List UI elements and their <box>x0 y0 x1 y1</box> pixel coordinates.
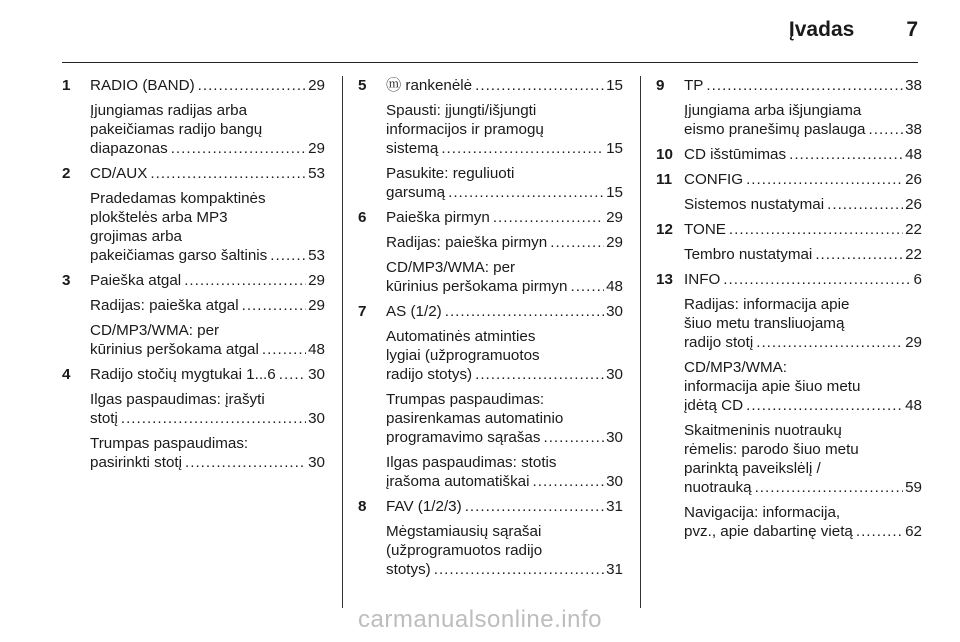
entry-text: pasirinkti stotį <box>90 454 183 471</box>
entry-page-ref: 29 <box>308 272 325 289</box>
entry-line <box>90 164 325 183</box>
entry-page-ref: 59 <box>905 479 922 496</box>
entry-line <box>684 195 922 214</box>
dot-leader <box>184 271 306 290</box>
entry-page-ref: 29 <box>308 77 325 94</box>
dot-leader <box>756 333 903 352</box>
dot-leader <box>185 453 306 472</box>
entry-description <box>90 189 325 265</box>
entry-page-ref: 30 <box>606 429 623 446</box>
entry-text: kūrinius peršokama pirmyn <box>386 278 568 295</box>
entry-page-ref: 48 <box>606 278 623 295</box>
header-rule <box>62 62 918 63</box>
entry-number: 1 <box>62 77 71 94</box>
entry-text: FAV (1/2/3) <box>386 498 462 515</box>
entry-text-line: plokštelės arba MP3 <box>90 209 228 226</box>
entry-page-ref: 62 <box>905 523 922 540</box>
entry-line <box>684 396 922 415</box>
entry-line <box>386 139 623 158</box>
entry-page-ref: 30 <box>308 454 325 471</box>
entry-line <box>684 120 922 139</box>
entry-text: radijo stotys) <box>386 366 473 383</box>
entry-number: 8 <box>358 498 367 515</box>
entry-page-ref: 29 <box>308 140 325 157</box>
entry-page-ref: 30 <box>606 473 623 490</box>
entry-line <box>90 409 325 428</box>
entry-page-ref: 29 <box>905 334 922 351</box>
entry-text: TONE <box>684 221 726 238</box>
dot-leader <box>723 270 911 289</box>
entry-line <box>684 220 922 239</box>
entry-text-line: Įjungiama arba išjungiama <box>684 102 862 119</box>
entry-line <box>386 302 623 321</box>
toc-entry <box>62 365 325 472</box>
entry-number: 2 <box>62 165 71 182</box>
entry-text-line: Trumpas paspaudimas: <box>90 435 249 452</box>
page-title: Įvadas <box>788 18 855 41</box>
entry-text: kūrinius peršokama atgal <box>90 341 259 358</box>
dot-leader <box>543 428 604 447</box>
entry-text-line: Įjungiamas radijas arba <box>90 102 248 119</box>
entry-description <box>90 434 325 472</box>
column-1 <box>62 76 325 478</box>
dot-leader <box>242 296 307 315</box>
toc-entry <box>656 170 922 214</box>
entry-page-ref: 22 <box>905 221 922 238</box>
entry-line <box>684 170 922 189</box>
entry-text: įrašoma automatiškai <box>386 473 530 490</box>
entry-description <box>684 195 922 214</box>
dot-leader <box>533 472 605 491</box>
dot-leader <box>550 233 604 252</box>
entry-text-line: CD/MP3/WMA: per <box>386 259 516 276</box>
entry-line <box>90 365 325 384</box>
entry-text: pakeičiamas garso šaltinis <box>90 247 268 264</box>
entry-text-line: Automatinės atminties <box>386 328 536 345</box>
entry-number: 12 <box>656 221 673 238</box>
dot-leader <box>493 208 604 227</box>
entry-description <box>684 358 922 415</box>
dot-leader <box>729 220 903 239</box>
entry-text-line: Trumpas paspaudimas: <box>386 391 545 408</box>
entry-page-ref: 53 <box>308 247 325 264</box>
entry-description <box>684 101 922 139</box>
page-header <box>789 18 918 48</box>
entry-text-line: Spausti: įjungti/išjungti <box>386 102 537 119</box>
entry-line <box>386 208 623 227</box>
entry-number: 10 <box>656 146 673 163</box>
entry-text: Radijo stočių mygtukai 1...6 <box>90 366 276 383</box>
entry-number: 13 <box>656 271 673 288</box>
entry-page-ref: 29 <box>606 209 623 226</box>
entry-text: AS (1/2) <box>386 303 442 320</box>
entry-line <box>684 145 922 164</box>
entry-line <box>386 277 623 296</box>
entry-description <box>386 390 623 447</box>
entry-text-line: pakeičiamas radijo bangų <box>90 121 263 138</box>
dot-leader <box>475 365 604 384</box>
toc-entry <box>62 164 325 265</box>
toc-entry <box>656 145 922 164</box>
entry-page-ref: 26 <box>905 171 922 188</box>
entry-page-ref: 15 <box>606 184 623 201</box>
entry-description <box>90 296 325 315</box>
entry-description <box>684 295 922 352</box>
entry-page-ref: 30 <box>606 303 623 320</box>
column-3 <box>656 76 922 547</box>
entry-page-ref: 6 <box>913 271 922 288</box>
entry-text: nuotrauką <box>684 479 752 496</box>
entry-line <box>386 428 623 447</box>
entry-text-line: pasirenkamas automatinio <box>386 410 564 427</box>
entry-number: 3 <box>62 272 71 289</box>
entry-line <box>90 453 325 472</box>
entry-line <box>386 365 623 384</box>
entry-line <box>684 478 922 497</box>
dot-leader <box>475 76 604 95</box>
dot-leader <box>755 478 904 497</box>
entry-text: eismo pranešimų paslauga <box>684 121 866 138</box>
dot-leader <box>706 76 903 95</box>
entry-line <box>684 270 922 289</box>
entry-text-line: Mėgstamiausių sąrašai <box>386 523 542 540</box>
dot-leader <box>746 396 903 415</box>
dot-leader <box>262 340 306 359</box>
entry-text: įdėtą CD <box>684 397 744 414</box>
entry-text: INFO <box>684 271 721 288</box>
entry-line <box>386 76 623 95</box>
column-2 <box>358 76 623 585</box>
entry-page-ref: 31 <box>606 561 623 578</box>
entry-page-ref: 26 <box>905 196 922 213</box>
entry-line <box>684 333 922 352</box>
toc-entry <box>656 76 922 139</box>
entry-page-ref: 38 <box>905 121 922 138</box>
entry-text-line: CD/MP3/WMA: per <box>90 322 220 339</box>
entry-text-line: informacijos ir pramogų <box>386 121 544 138</box>
entry-line <box>684 76 922 95</box>
entry-text-line: Ilgas paspaudimas: stotis <box>386 454 557 471</box>
entry-text: garsumą <box>386 184 446 201</box>
toc-entry <box>358 76 623 202</box>
entry-description <box>684 503 922 541</box>
dot-leader <box>434 560 604 579</box>
entry-description <box>386 164 623 202</box>
page-number: 7 <box>906 18 918 41</box>
entry-text-line: Pasukite: reguliuoti <box>386 165 515 182</box>
entry-text-line: Pradedamas kompaktinės <box>90 190 266 207</box>
entry-description <box>684 421 922 497</box>
entry-line <box>386 233 623 252</box>
entry-text-line: Navigacija: informacija, <box>684 504 841 521</box>
entry-text: Tembro nustatymai <box>684 246 813 263</box>
toc-entry <box>358 208 623 296</box>
dot-leader <box>445 302 604 321</box>
entry-text: diapazonas <box>90 140 168 157</box>
entry-text-line: rėmelis: parodo šiuo metu <box>684 441 859 458</box>
entry-text: radijo stotį <box>684 334 754 351</box>
toc-entry <box>358 302 623 491</box>
dot-leader <box>150 164 306 183</box>
entry-page-ref: 30 <box>308 410 325 427</box>
dot-leader <box>198 76 306 95</box>
entry-number: 4 <box>62 366 71 383</box>
entry-line <box>90 271 325 290</box>
dot-leader <box>448 183 604 202</box>
dot-leader <box>171 139 306 158</box>
entry-line <box>90 76 325 95</box>
dot-leader <box>746 170 903 189</box>
entry-page-ref: 29 <box>606 234 623 251</box>
entry-text-line: Skaitmeninis nuotraukų <box>684 422 842 439</box>
entry-text-line: Ilgas paspaudimas: įrašyti <box>90 391 265 408</box>
entry-text-line: parinktą paveikslėlį / <box>684 460 821 477</box>
entry-number: 5 <box>358 77 367 94</box>
entry-text: programavimo sąrašas <box>386 429 541 446</box>
entry-page-ref: 48 <box>308 341 325 358</box>
toc-entry <box>656 270 922 541</box>
entry-text: CONFIG <box>684 171 744 188</box>
column-divider-1 <box>342 76 343 608</box>
entry-number: 6 <box>358 209 367 226</box>
entry-text-line: šiuo metu transliuojamą <box>684 315 845 332</box>
dot-leader <box>827 195 903 214</box>
entry-text: Paieška pirmyn <box>386 209 490 226</box>
entry-text: Radijas: paieška atgal <box>90 297 239 314</box>
entry-text: Sistemos nustatymai <box>684 196 825 213</box>
toc-entry <box>358 497 623 579</box>
entry-description <box>386 101 623 158</box>
entry-text: CD/AUX <box>90 165 148 182</box>
dot-leader <box>869 120 904 139</box>
dot-leader <box>441 139 604 158</box>
entry-description <box>386 327 623 384</box>
entry-line <box>386 497 623 516</box>
entry-page-ref: 30 <box>606 366 623 383</box>
entry-text: CD išstūmimas <box>684 146 787 163</box>
entry-line <box>684 522 922 541</box>
entry-text: pvz., apie dabartinę vietą <box>684 523 853 540</box>
entry-text: ⓜ rankenėlė <box>386 77 473 94</box>
entry-text-line: lygiai (užprogramuotos <box>386 347 540 364</box>
entry-page-ref: 48 <box>905 146 922 163</box>
column-divider-2 <box>640 76 641 608</box>
entry-page-ref: 48 <box>905 397 922 414</box>
dot-leader <box>856 522 903 541</box>
entry-page-ref: 30 <box>308 366 325 383</box>
entry-text-line: grojimas arba <box>90 228 183 245</box>
entry-text-line: CD/MP3/WMA: <box>684 359 787 376</box>
dot-leader <box>465 497 604 516</box>
dot-leader <box>570 277 604 296</box>
entry-line <box>386 560 623 579</box>
entry-page-ref: 22 <box>905 246 922 263</box>
dot-leader <box>279 365 306 384</box>
dot-leader <box>270 246 306 265</box>
entry-line <box>90 139 325 158</box>
entry-page-ref: 38 <box>905 77 922 94</box>
toc-entry <box>62 271 325 359</box>
entry-description <box>684 245 922 264</box>
entry-description <box>386 453 623 491</box>
entry-page-ref: 53 <box>308 165 325 182</box>
entry-page-ref: 15 <box>606 77 623 94</box>
entry-text: Paieška atgal <box>90 272 182 289</box>
toc-entry <box>62 76 325 158</box>
entry-line <box>90 296 325 315</box>
entry-text-line: informacija apie šiuo metu <box>684 378 861 395</box>
entry-description <box>386 522 623 579</box>
watermark: carmanualsonline.info <box>358 606 602 633</box>
entry-description <box>90 390 325 428</box>
dot-leader <box>789 145 903 164</box>
entry-text: RADIO (BAND) <box>90 77 195 94</box>
entry-number: 7 <box>358 303 367 320</box>
entry-text-line: (užprogramuotos radijo <box>386 542 543 559</box>
entry-text: stotys) <box>386 561 431 578</box>
entry-text: TP <box>684 77 704 94</box>
dot-leader <box>815 245 903 264</box>
entry-text: sistemą <box>386 140 439 157</box>
entry-description <box>386 233 623 252</box>
entry-text: Radijas: paieška pirmyn <box>386 234 548 251</box>
entry-line <box>90 340 325 359</box>
dot-leader <box>121 409 306 428</box>
entry-number: 11 <box>656 171 673 188</box>
entry-page-ref: 31 <box>606 498 623 515</box>
entry-text: stotį <box>90 410 118 427</box>
entry-page-ref: 15 <box>606 140 623 157</box>
entry-text-line: Radijas: informacija apie <box>684 296 850 313</box>
entry-description <box>90 321 325 359</box>
entry-page-ref: 29 <box>308 297 325 314</box>
toc-entry <box>656 220 922 264</box>
entry-line <box>386 183 623 202</box>
entry-line <box>684 245 922 264</box>
entry-description <box>386 258 623 296</box>
entry-number: 9 <box>656 77 665 94</box>
entry-description <box>90 101 325 158</box>
entry-line <box>90 246 325 265</box>
entry-line <box>386 472 623 491</box>
